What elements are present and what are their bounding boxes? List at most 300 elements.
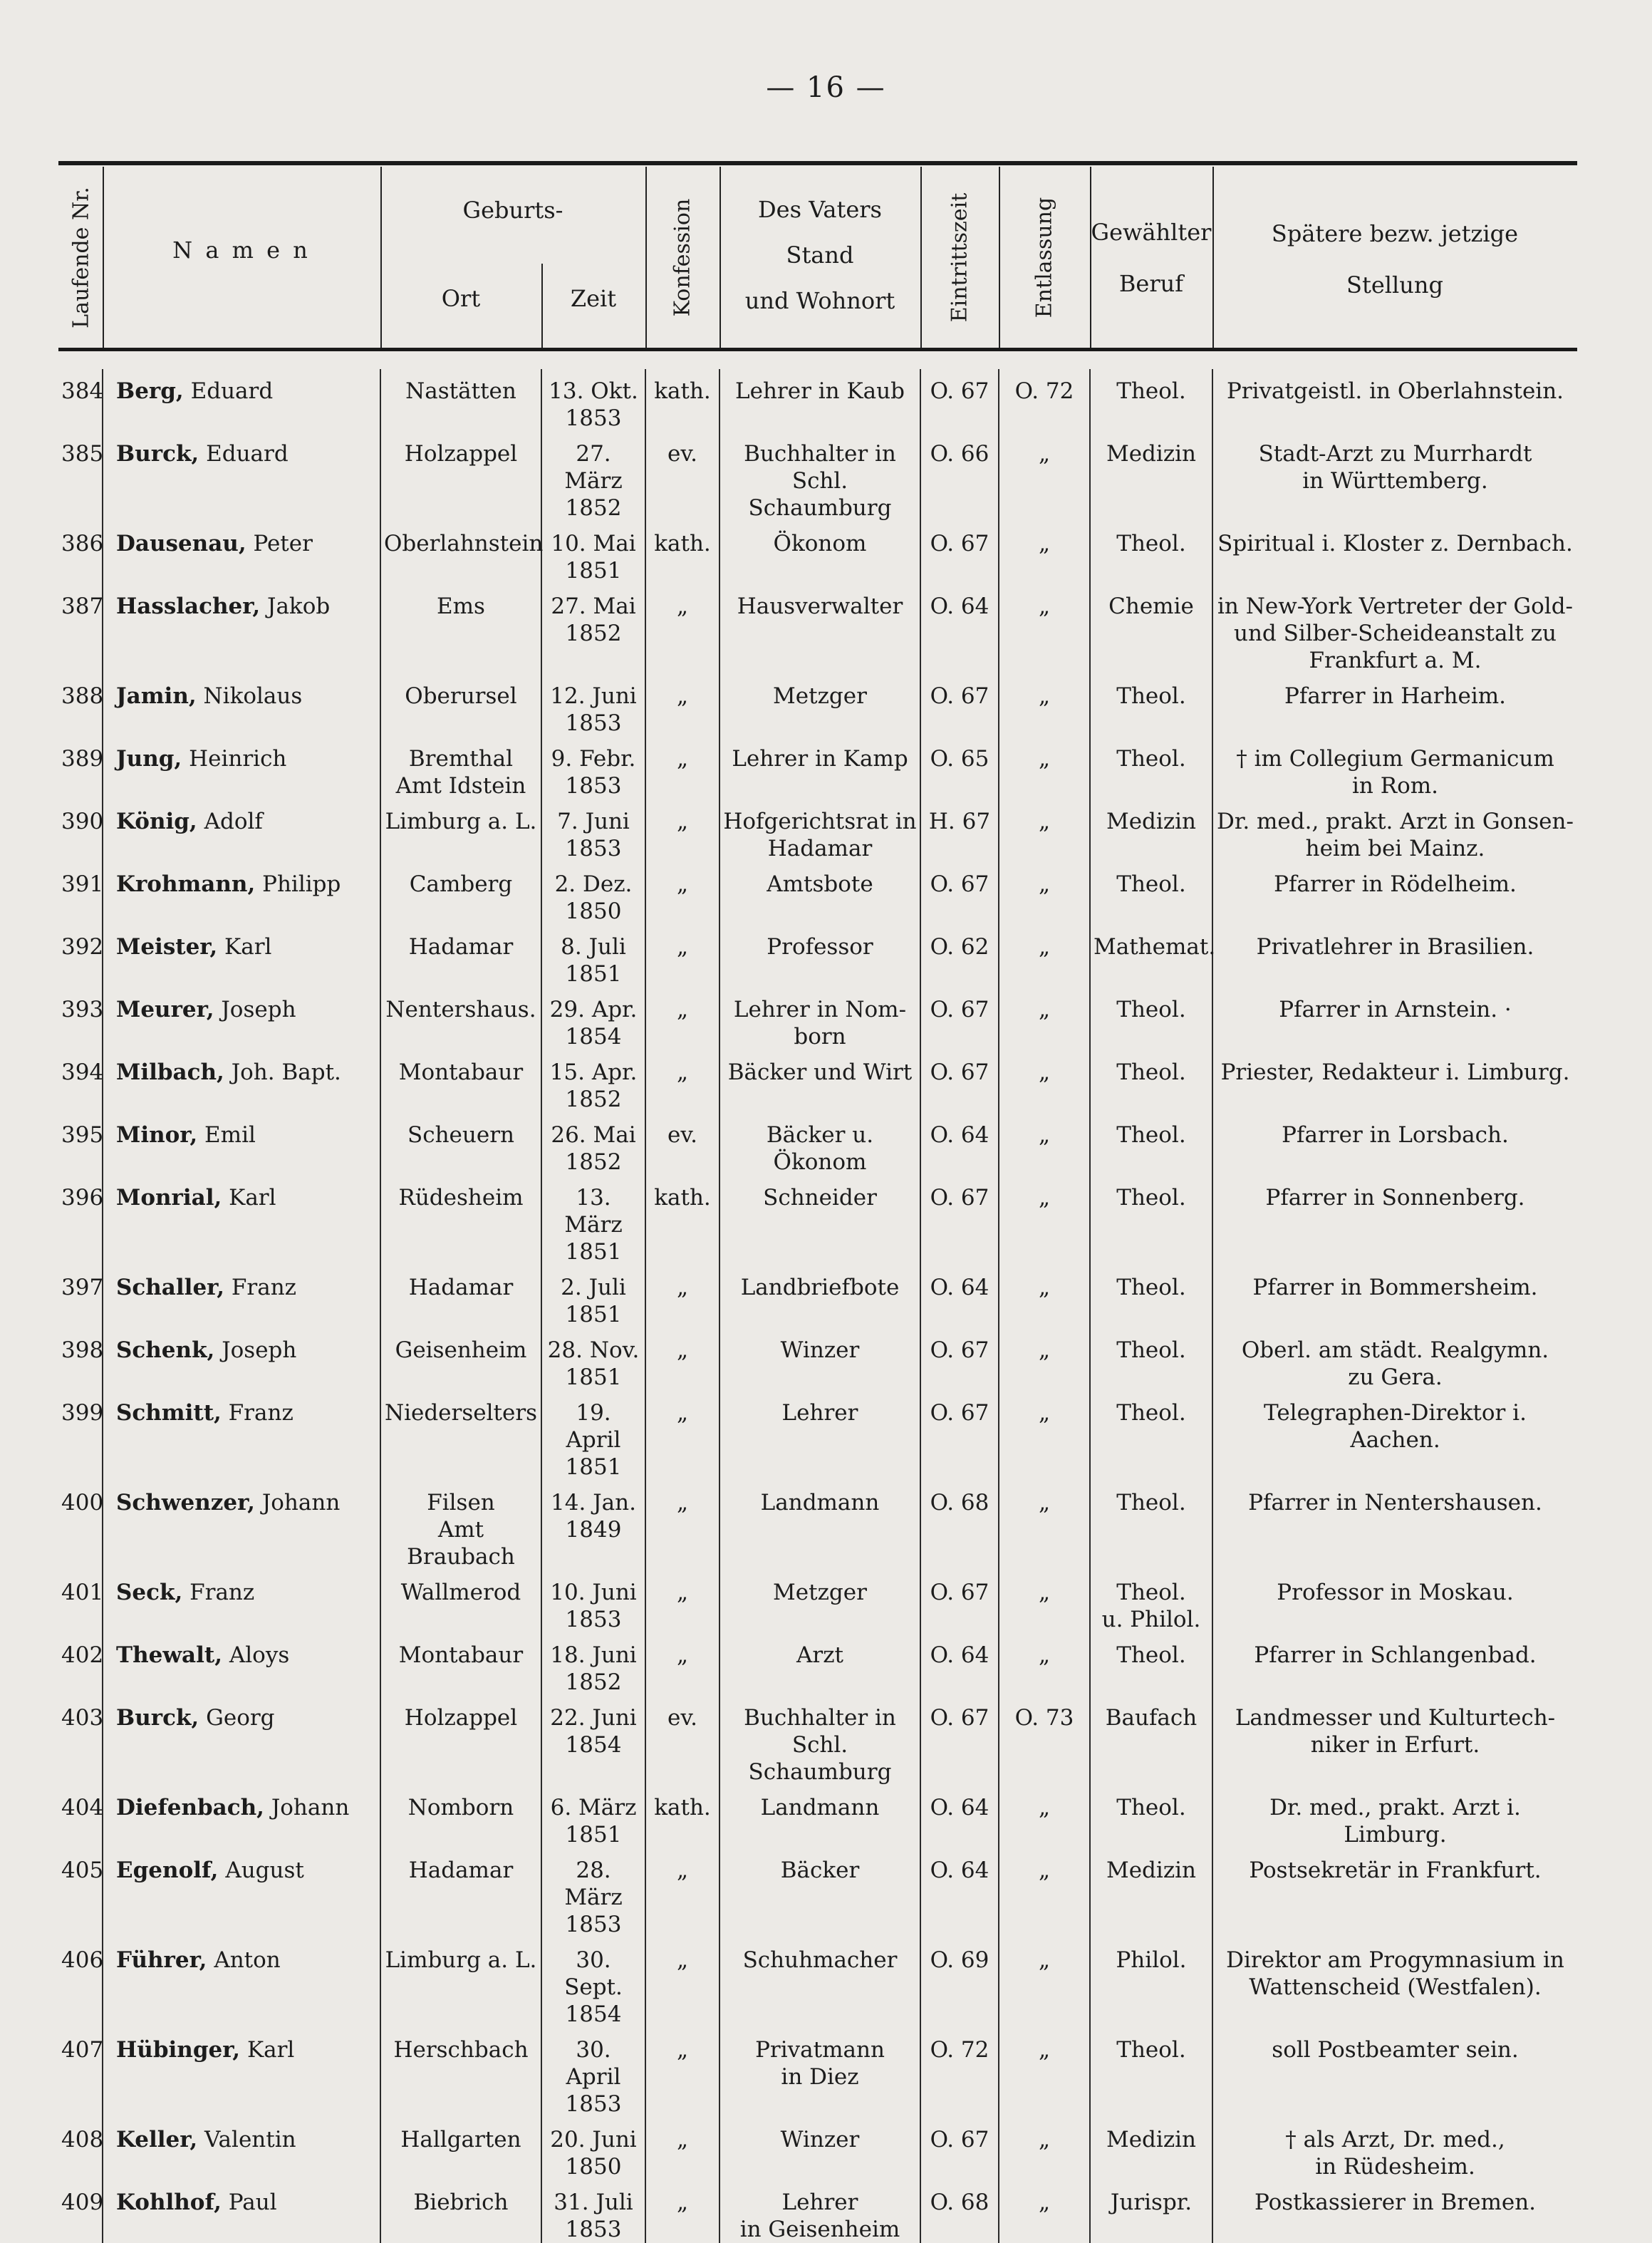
cell-entry-text: O. 67 [930, 997, 989, 1022]
cell-entry [920, 737, 999, 799]
cell-entry-text: O. 64 [930, 1122, 989, 1148]
cell-exit-text: „ [1038, 1400, 1051, 1426]
cell-confession [645, 737, 719, 799]
cell-exit [999, 799, 1090, 862]
cell-exit-text: „ [1038, 594, 1051, 619]
cell-position-text: Spiritual i. Kloster z. Dernbach. [1217, 531, 1573, 556]
cell-confession [645, 1481, 719, 1570]
table-row [58, 925, 1577, 988]
cell-birth-date [541, 1328, 645, 1391]
cell-father-text: Hofgerichtsrat in Hadamar [723, 809, 917, 861]
cell-birth-date [541, 1696, 645, 1786]
cell-father [719, 674, 920, 737]
cell-birth-place-text: Ems [437, 594, 485, 619]
cell-name [103, 799, 380, 862]
cell-exit [999, 1481, 1090, 1570]
cell-exit-text: „ [1038, 1490, 1051, 1516]
header-vater: Des Vaters Stand und Wohnort [744, 196, 895, 314]
cell-entry-text: O. 69 [930, 1947, 989, 1973]
cell-position [1212, 925, 1577, 988]
cell-exit-text: „ [1038, 1122, 1051, 1148]
table-row [58, 522, 1577, 584]
cell-name [103, 2118, 380, 2180]
cell-birth-place [380, 1113, 541, 1176]
cell-position-text: Pfarrer in Sonnenberg. [1265, 1185, 1525, 1211]
cell-position-text: Priester, Redakteur i. Limburg. [1220, 1060, 1570, 1085]
cell-position [1212, 432, 1577, 522]
cell-profession-text: Theol. [1116, 1795, 1186, 1820]
cell-nr [58, 432, 103, 522]
cell-birth-place-text: Holzappel [404, 441, 518, 467]
cell-birth-date-text: 28. Nov. 1851 [547, 1337, 640, 1390]
cell-birth-date [541, 369, 645, 432]
cell-profession-text: Theol. [1116, 1185, 1186, 1211]
cell-confession [645, 432, 719, 522]
cell-entry-text: O. 68 [930, 1490, 989, 1516]
cell-father [719, 988, 920, 1050]
cell-birth-place-text: Nomborn [407, 1795, 514, 1820]
cell-confession [645, 2028, 719, 2118]
cell-father-text: Schneider [763, 1185, 877, 1211]
cell-profession [1090, 2118, 1212, 2180]
cell-nr-text: 409 [61, 2190, 104, 2215]
cell-exit-text: „ [1038, 1275, 1051, 1300]
cell-birth-date-text: 9. Febr. 1853 [551, 746, 636, 799]
cell-father-text: Bäcker und Wirt [727, 1060, 913, 1085]
cell-position-text: in New-York Vertreter der Gold- und Silber-Scheideanstalt zu Frankfurt a. M. [1217, 594, 1574, 673]
cell-birth-date [541, 2028, 645, 2118]
cell-confession [645, 2180, 719, 2243]
cell-exit-text: „ [1038, 1858, 1051, 1883]
cell-exit [999, 1633, 1090, 1696]
cell-father-text: Privatmann in Diez [755, 2037, 885, 2090]
cell-profession [1090, 1786, 1212, 1848]
cell-birth-date [541, 522, 645, 584]
header-beruf: Gewählter Beruf [1091, 219, 1212, 297]
cell-birth-date-text: 30. Sept. 1854 [564, 1947, 623, 2027]
cell-father [719, 2118, 920, 2180]
cell-nr-text: 402 [61, 1642, 104, 1668]
cell-confession-text: „ [676, 2037, 689, 2063]
cell-exit-text: „ [1038, 871, 1051, 897]
cell-birth-date-text: 31. Juli 1853 [554, 2190, 633, 2242]
cell-confession-text: „ [676, 997, 689, 1022]
cell-position-text: Privatgeistl. in Oberlahnstein. [1226, 378, 1564, 404]
cell-father-text: Landbriefbote [740, 1275, 900, 1300]
cell-father [719, 1570, 920, 1633]
cell-entry [920, 584, 999, 674]
cell-profession [1090, 862, 1212, 925]
cell-father [719, 1050, 920, 1113]
cell-father [719, 432, 920, 522]
cell-birth-place [380, 674, 541, 737]
cell-profession-text: Theol. [1116, 746, 1186, 772]
cell-exit [999, 1786, 1090, 1848]
cell-birth-date [541, 1848, 645, 1938]
cell-entry-text: O. 67 [930, 871, 989, 897]
cell-exit-text: „ [1038, 1060, 1051, 1085]
cell-position [1212, 1481, 1577, 1570]
cell-nr [58, 1113, 103, 1176]
cell-entry [920, 2118, 999, 2180]
cell-profession-text: Theol. [1116, 378, 1186, 404]
cell-confession [645, 1570, 719, 1633]
page-number: — 16 — [766, 71, 886, 104]
cell-nr-text: 392 [61, 934, 104, 960]
cell-birth-place [380, 925, 541, 988]
cell-exit [999, 674, 1090, 737]
cell-entry [920, 1938, 999, 2028]
cell-position-text: † als Arzt, Dr. med., in Rüdesheim. [1285, 2127, 1505, 2180]
cell-exit [999, 1113, 1090, 1176]
cell-profession-text: Medizin [1106, 1858, 1197, 1883]
cell-birth-place [380, 2118, 541, 2180]
cell-profession-text: Baufach [1105, 1705, 1198, 1731]
cell-name [103, 1391, 380, 1481]
cell-confession-text: ev. [667, 441, 698, 467]
cell-profession-text: Theol. [1116, 1060, 1186, 1085]
cell-position [1212, 1328, 1577, 1391]
cell-nr [58, 1570, 103, 1633]
cell-profession-text: Theol. [1116, 2037, 1186, 2063]
cell-birth-date-text: 12. Juni 1853 [550, 683, 637, 736]
cell-name [103, 584, 380, 674]
table-row [58, 584, 1577, 674]
table-row [58, 674, 1577, 737]
cell-birth-place [380, 1265, 541, 1328]
cell-nr-text: 390 [61, 809, 104, 834]
cell-father [719, 1391, 920, 1481]
cell-name [103, 925, 380, 988]
cell-birth-date [541, 1633, 645, 1696]
cell-birth-date [541, 799, 645, 862]
surname: Monrial, [116, 1185, 222, 1211]
cell-nr-text: 404 [61, 1795, 104, 1820]
cell-nr-text: 391 [61, 871, 104, 897]
surname: Minor, [116, 1122, 198, 1148]
cell-profession-text: Theol. u. Philol. [1101, 1580, 1201, 1632]
cell-profession [1090, 1696, 1212, 1786]
cell-nr-text: 394 [61, 1060, 104, 1085]
cell-exit [999, 522, 1090, 584]
cell-birth-date [541, 1570, 645, 1633]
cell-entry-text: O. 68 [930, 2190, 989, 2215]
cell-exit [999, 1938, 1090, 2028]
cell-nr [58, 1633, 103, 1696]
table-row [58, 1633, 1577, 1696]
cell-father [719, 369, 920, 432]
cell-birth-place [380, 988, 541, 1050]
cell-entry-text: O. 64 [930, 594, 989, 619]
surname: Hübinger, [116, 2037, 241, 2063]
given-name: Joseph [222, 1337, 297, 1363]
cell-exit-text: „ [1038, 2127, 1051, 2153]
cell-position-text: Telegraphen-Direktor i. Aachen. [1264, 1400, 1527, 1453]
cell-father [719, 1265, 920, 1328]
cell-name [103, 1570, 380, 1633]
cell-entry-text: O. 67 [930, 683, 989, 709]
cell-birth-place-text: Limburg a. L. [385, 809, 537, 834]
cell-entry [920, 925, 999, 988]
cell-birth-date-text: 19. April 1851 [565, 1400, 622, 1480]
cell-entry-text: H. 67 [928, 809, 991, 834]
surname: König, [116, 809, 197, 834]
surname: Meurer, [116, 997, 214, 1022]
cell-entry-text: O. 65 [930, 746, 989, 772]
table-row [58, 1113, 1577, 1176]
cell-confession-text: „ [676, 2127, 689, 2153]
given-name: Emil [204, 1122, 256, 1148]
cell-profession-text: Theol. [1116, 1490, 1186, 1516]
cell-birth-place [380, 1391, 541, 1481]
given-name: Philipp [262, 871, 341, 897]
cell-position [1212, 1848, 1577, 1938]
cell-birth-date-text: 27. März 1852 [564, 441, 623, 521]
cell-father-text: Ökonom [773, 531, 867, 556]
cell-profession [1090, 2028, 1212, 2118]
cell-exit [999, 1265, 1090, 1328]
cell-father [719, 2180, 920, 2243]
cell-entry [920, 1050, 999, 1113]
cell-nr [58, 1848, 103, 1938]
cell-entry [920, 1328, 999, 1391]
given-name: Heinrich [189, 746, 287, 772]
cell-birth-date-text: 13. März 1851 [564, 1185, 623, 1265]
cell-birth-place-text: Oberlahnstein [384, 531, 544, 556]
cell-name [103, 1938, 380, 2028]
cell-exit-text: „ [1038, 746, 1051, 772]
surname: Dausenau, [116, 531, 246, 556]
cell-birth-date-text: 10. Mai 1851 [551, 531, 636, 584]
table-row [58, 369, 1577, 432]
cell-name [103, 522, 380, 584]
cell-confession [645, 799, 719, 862]
cell-profession [1090, 2180, 1212, 2243]
cell-position-text: Postsekretär in Frankfurt. [1249, 1858, 1542, 1883]
cell-position-text: Professor in Moskau. [1277, 1580, 1514, 1605]
cell-name [103, 1696, 380, 1786]
cell-profession-text: Chemie [1108, 594, 1194, 619]
cell-entry-text: O. 67 [930, 1337, 989, 1363]
cell-birth-place-text: Oberursel [405, 683, 517, 709]
cell-confession-text: kath. [654, 1185, 711, 1211]
cell-birth-place-text: Hadamar [408, 1275, 514, 1300]
given-name: Anton [214, 1947, 281, 1973]
cell-confession [645, 1696, 719, 1786]
cell-entry [920, 988, 999, 1050]
cell-exit-text: „ [1038, 683, 1051, 709]
table-row [58, 1176, 1577, 1265]
student-table [58, 369, 1577, 2243]
cell-confession [645, 1391, 719, 1481]
cell-name [103, 2028, 380, 2118]
cell-birth-date-text: 13. Okt. 1853 [549, 378, 638, 431]
cell-confession [645, 1938, 719, 2028]
cell-birth-date [541, 1481, 645, 1570]
cell-confession-text: „ [676, 871, 689, 897]
given-name: Paul [228, 2190, 277, 2215]
cell-birth-date-text: 6. März 1851 [550, 1795, 637, 1848]
cell-father [719, 799, 920, 862]
cell-position [1212, 2180, 1577, 2243]
cell-exit [999, 432, 1090, 522]
cell-profession-text: Theol. [1116, 997, 1186, 1022]
cell-exit-text: „ [1038, 441, 1051, 467]
cell-father-text: Metzger [773, 683, 867, 709]
cell-profession [1090, 1328, 1212, 1391]
cell-position [1212, 1265, 1577, 1328]
cell-confession [645, 862, 719, 925]
cell-position [1212, 1176, 1577, 1265]
cell-confession [645, 925, 719, 988]
cell-confession [645, 674, 719, 737]
cell-father-text: Lehrer in Nom- born [733, 997, 907, 1050]
cell-entry-text: O. 67 [930, 1400, 989, 1426]
cell-nr-text: 407 [61, 2037, 104, 2063]
surname: Schenk, [116, 1337, 215, 1363]
cell-exit-text: O. 72 [1014, 378, 1074, 404]
cell-birth-date [541, 988, 645, 1050]
cell-confession-text: „ [676, 683, 689, 709]
cell-birth-place [380, 1570, 541, 1633]
cell-position [1212, 2028, 1577, 2118]
cell-confession [645, 1113, 719, 1176]
cell-position [1212, 584, 1577, 674]
cell-profession [1090, 799, 1212, 862]
surname: Keller, [116, 2127, 198, 2153]
cell-confession-text: „ [676, 1275, 689, 1300]
cell-profession [1090, 1848, 1212, 1938]
cell-profession-text: Philol. [1116, 1947, 1187, 1973]
cell-confession-text: „ [676, 934, 689, 960]
given-name: Karl [246, 2037, 295, 2063]
cell-confession [645, 1050, 719, 1113]
table-row [58, 1050, 1577, 1113]
cell-name [103, 2180, 380, 2243]
cell-profession-text: Jurispr. [1110, 2190, 1193, 2215]
cell-birth-place-text: Nentershaus. [385, 997, 536, 1022]
given-name: Valentin [204, 2127, 296, 2153]
cell-profession-text: Medizin [1106, 809, 1197, 834]
given-name: Eduard [206, 441, 289, 467]
cell-father [719, 925, 920, 988]
cell-nr [58, 1786, 103, 1848]
cell-entry-text: O. 66 [930, 441, 989, 467]
given-name: Adolf [204, 809, 263, 834]
cell-nr-text: 403 [61, 1705, 104, 1731]
cell-nr [58, 674, 103, 737]
cell-birth-date-text: 20. Juni 1850 [550, 2127, 637, 2180]
cell-position-text: Pfarrer in Harheim. [1284, 683, 1506, 709]
cell-position-text: Privatlehrer in Brasilien. [1256, 934, 1534, 960]
cell-father [719, 522, 920, 584]
table-row [58, 1696, 1577, 1786]
cell-position-text: Pfarrer in Bommersheim. [1252, 1275, 1538, 1300]
top-rule [58, 161, 1577, 165]
cell-confession [645, 1633, 719, 1696]
cell-birth-date-text: 2. Juli 1851 [561, 1275, 626, 1327]
cell-birth-place-text: Geisenheim [395, 1337, 527, 1363]
table-row [58, 1391, 1577, 1481]
surname: Thewalt, [116, 1642, 222, 1668]
table-row [58, 2118, 1577, 2180]
cell-entry-text: O. 67 [930, 2127, 989, 2153]
cell-entry-text: O. 67 [930, 1185, 989, 1211]
cell-birth-date [541, 2118, 645, 2180]
cell-position [1212, 522, 1577, 584]
cell-entry [920, 1265, 999, 1328]
cell-nr [58, 2028, 103, 2118]
cell-birth-place [380, 1328, 541, 1391]
cell-birth-date [541, 1786, 645, 1848]
cell-birth-date-text: 29. Apr. 1854 [549, 997, 638, 1050]
cell-position-text: Direktor am Progymnasium in Wattenscheid (Westfalen). [1226, 1947, 1564, 2000]
cell-father [719, 1481, 920, 1570]
cell-entry [920, 1696, 999, 1786]
table-row [58, 799, 1577, 862]
table-row [58, 2180, 1577, 2243]
cell-nr-text: 386 [61, 531, 104, 556]
cell-entry-text: O. 72 [930, 2037, 989, 2063]
cell-confession [645, 584, 719, 674]
cell-profession-text: Theol. [1116, 683, 1186, 709]
cell-nr-text: 405 [61, 1858, 104, 1883]
cell-entry-text: O. 67 [930, 1705, 989, 1731]
cell-confession [645, 2118, 719, 2180]
cell-father-text: Landmann [760, 1490, 880, 1516]
cell-birth-place-text: Rüdesheim [398, 1185, 524, 1211]
given-name: Franz [189, 1580, 255, 1605]
cell-birth-place-text: Hallgarten [400, 2127, 521, 2153]
cell-exit [999, 1696, 1090, 1786]
cell-confession [645, 369, 719, 432]
cell-confession-text: „ [676, 1642, 689, 1668]
cell-birth-date-text: 10. Juni 1853 [550, 1580, 637, 1632]
cell-profession [1090, 925, 1216, 988]
table-row [58, 737, 1577, 799]
cell-confession [645, 1848, 719, 1938]
cell-father-text: Buchhalter in Schl. Schaumburg [744, 1705, 896, 1785]
cell-position-text: Oberl. am städt. Realgymn. zu Gera. [1241, 1337, 1549, 1390]
cell-exit [999, 1391, 1090, 1481]
cell-birth-date-text: 14. Jan. 1849 [551, 1490, 636, 1543]
cell-profession-text: Theol. [1116, 871, 1186, 897]
cell-profession [1090, 674, 1212, 737]
cell-confession-text: kath. [654, 1795, 711, 1820]
cell-entry-text: O. 64 [930, 1858, 989, 1883]
cell-confession-text: ev. [667, 1705, 698, 1731]
cell-name [103, 1848, 380, 1938]
cell-confession [645, 1176, 719, 1265]
surname: Jamin, [116, 683, 197, 709]
cell-nr [58, 584, 103, 674]
cell-exit-text: „ [1038, 1795, 1051, 1820]
cell-birth-place-text: Wallmerod [400, 1580, 521, 1605]
cell-exit [999, 862, 1090, 925]
cell-birth-place-text: Niederselters [384, 1400, 538, 1426]
cell-birth-place [380, 522, 544, 584]
cell-position-text: Dr. med., prakt. Arzt in Gonsen- heim bei Mainz. [1217, 809, 1574, 861]
cell-position [1212, 674, 1577, 737]
cell-confession [645, 988, 719, 1050]
cell-nr [58, 1176, 103, 1265]
header-ort: Ort [441, 285, 481, 312]
surname: Milbach, [116, 1060, 224, 1085]
cell-birth-place-text: Montabaur [398, 1642, 524, 1668]
cell-father-text: Winzer [780, 2127, 860, 2153]
cell-name [103, 1050, 380, 1113]
table-row [58, 2028, 1577, 2118]
